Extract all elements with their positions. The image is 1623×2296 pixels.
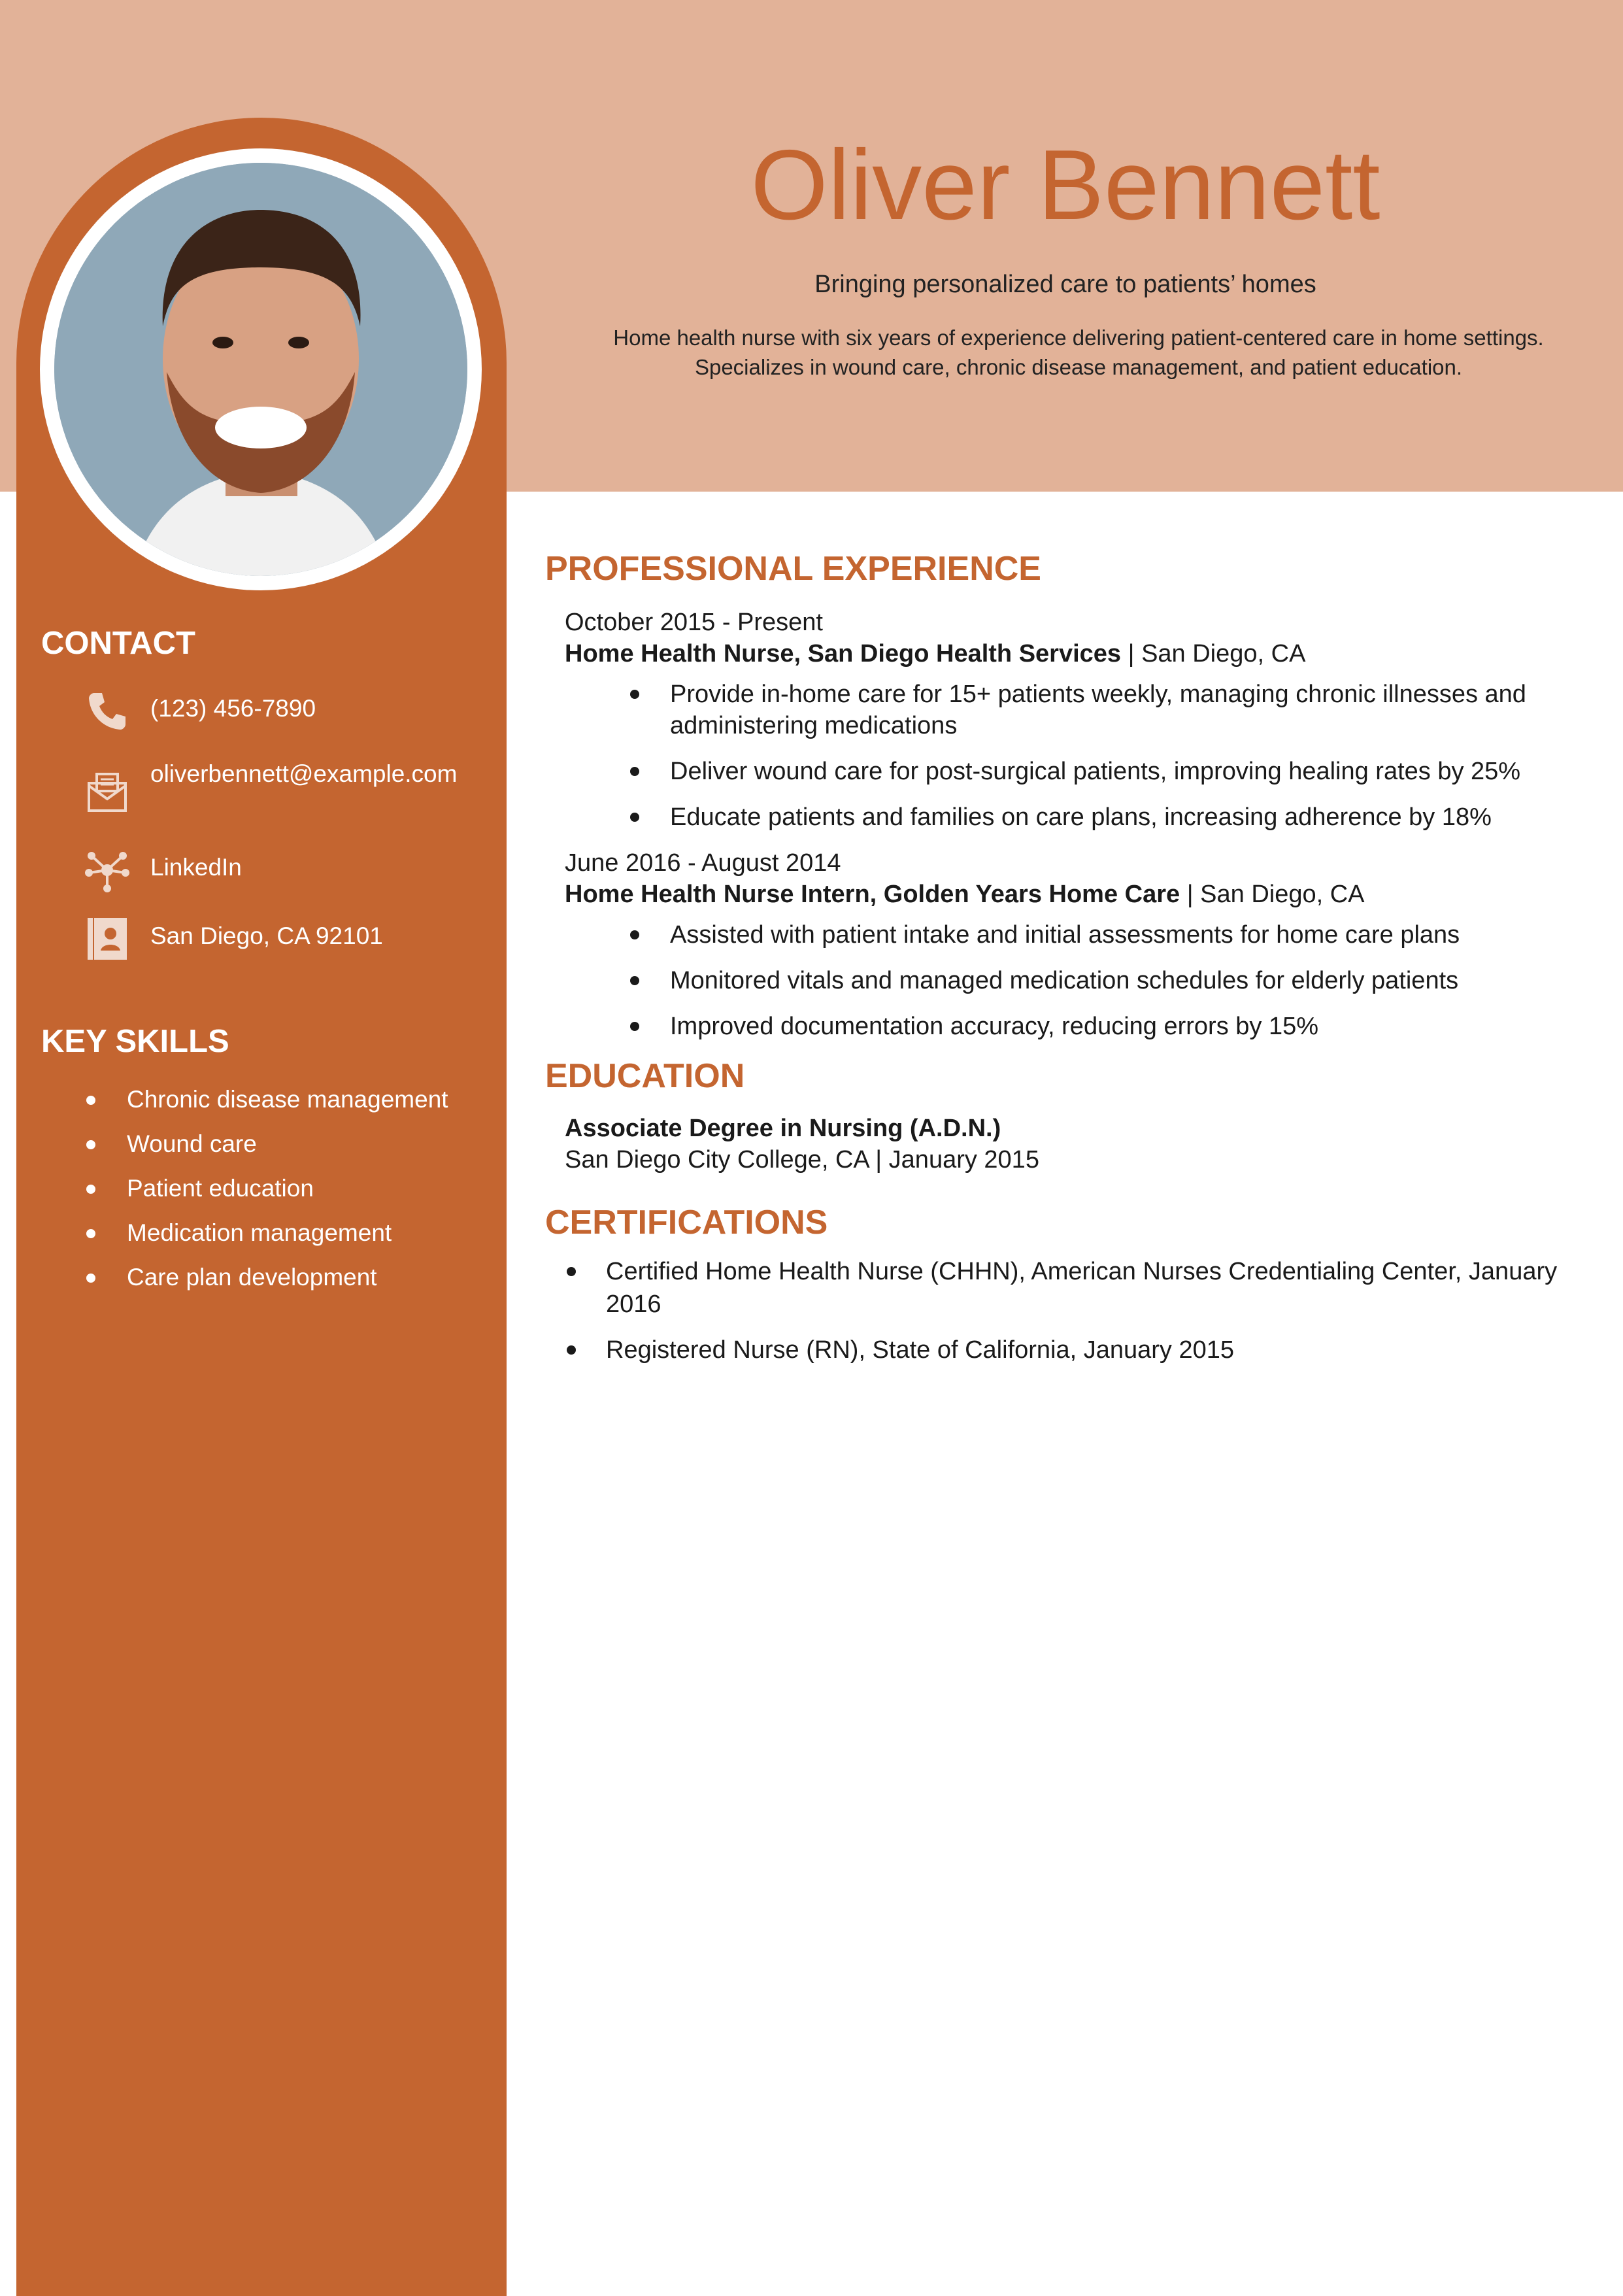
list-item: Monitored vitals and managed medication schedules for elderly patients: [670, 965, 1565, 996]
list-item: Medication management: [84, 1217, 448, 1262]
email-text[interactable]: oliverbennett@example.com: [150, 760, 458, 787]
profile-photo: [54, 163, 467, 576]
certifications-list: [545, 1255, 1565, 1366]
linkedin-link[interactable]: LinkedIn: [150, 854, 242, 881]
certifications-heading: CERTIFICATIONS: [545, 1204, 828, 1241]
list-item: Certified Home Health Nurse (CHHN), American Nurses Credentialing Center, January 2016: [606, 1255, 1565, 1321]
list-item: Registered Nurse (RN), State of California, January 2015: [606, 1334, 1565, 1366]
main-content: [545, 549, 1565, 1379]
list-item: Care plan development: [84, 1262, 448, 1306]
contact-linkedin: [84, 847, 476, 894]
degree: Associate Degree in Nursing (A.D.N.): [565, 1115, 1001, 1142]
list-item: Patient education: [84, 1173, 448, 1217]
job-entry: [565, 607, 1565, 669]
job-dates: October 2015 - Present: [565, 609, 823, 636]
contact-heading: CONTACT: [41, 626, 195, 661]
job-title: Home Health Nurse, San Diego Health Services: [565, 640, 1122, 667]
phone-icon: [84, 688, 131, 735]
job-role: [565, 879, 1565, 910]
network-icon: [84, 847, 131, 894]
job-location: | San Diego, CA: [1121, 640, 1306, 667]
job-location: | San Diego, CA: [1180, 881, 1365, 908]
tagline: Bringing personalized care to patients’ homes: [814, 271, 1316, 298]
job-title: Home Health Nurse Intern, Golden Years Home Care: [565, 881, 1180, 908]
job-dates: June 2016 - August 2014: [565, 849, 841, 877]
list-item: Wound care: [84, 1128, 448, 1173]
list-item: Provide in-home care for 15+ patients weekly, managing chronic illnesses and administering medications: [670, 679, 1565, 741]
contact-email: [84, 753, 476, 816]
profile-summary: Home health nurse with six years of experience delivering patient-centered care in home settings. Specializes in wound care, chronic disease management, and patient education.: [613, 326, 1544, 379]
education-entry: [565, 1113, 1565, 1175]
list-item: Chronic disease management: [84, 1084, 448, 1128]
list-item: Educate patients and families on care plans, increasing adherence by 18%: [670, 802, 1565, 833]
job-role: [565, 638, 1565, 669]
candidate-name: Oliver Bennett: [750, 129, 1380, 241]
list-item: Improved documentation accuracy, reducing errors by 15%: [670, 1011, 1565, 1042]
phone-text[interactable]: (123) 456-7890: [150, 695, 316, 722]
job-bullets: [545, 679, 1565, 833]
address-book-icon: [84, 915, 131, 962]
education-heading: EDUCATION: [545, 1057, 745, 1095]
email-icon: [84, 769, 131, 816]
contact-phone: [84, 688, 476, 735]
portrait-illustration: [54, 163, 467, 576]
list-item: Deliver wound care for post-surgical patients, improving healing rates by 25%: [670, 756, 1565, 787]
school: San Diego City College, CA | January 2015: [565, 1146, 1039, 1173]
job-bullets: [545, 919, 1565, 1042]
job-entry: [565, 847, 1565, 910]
key-skills-heading: KEY SKILLS: [41, 1024, 229, 1059]
list-item: Assisted with patient intake and initial assessments for home care plans: [670, 919, 1565, 951]
address-text: San Diego, CA 92101: [150, 922, 383, 949]
contact-address: [84, 915, 476, 962]
experience-heading: PROFESSIONAL EXPERIENCE: [545, 550, 1041, 588]
skills-list: [84, 1084, 448, 1306]
